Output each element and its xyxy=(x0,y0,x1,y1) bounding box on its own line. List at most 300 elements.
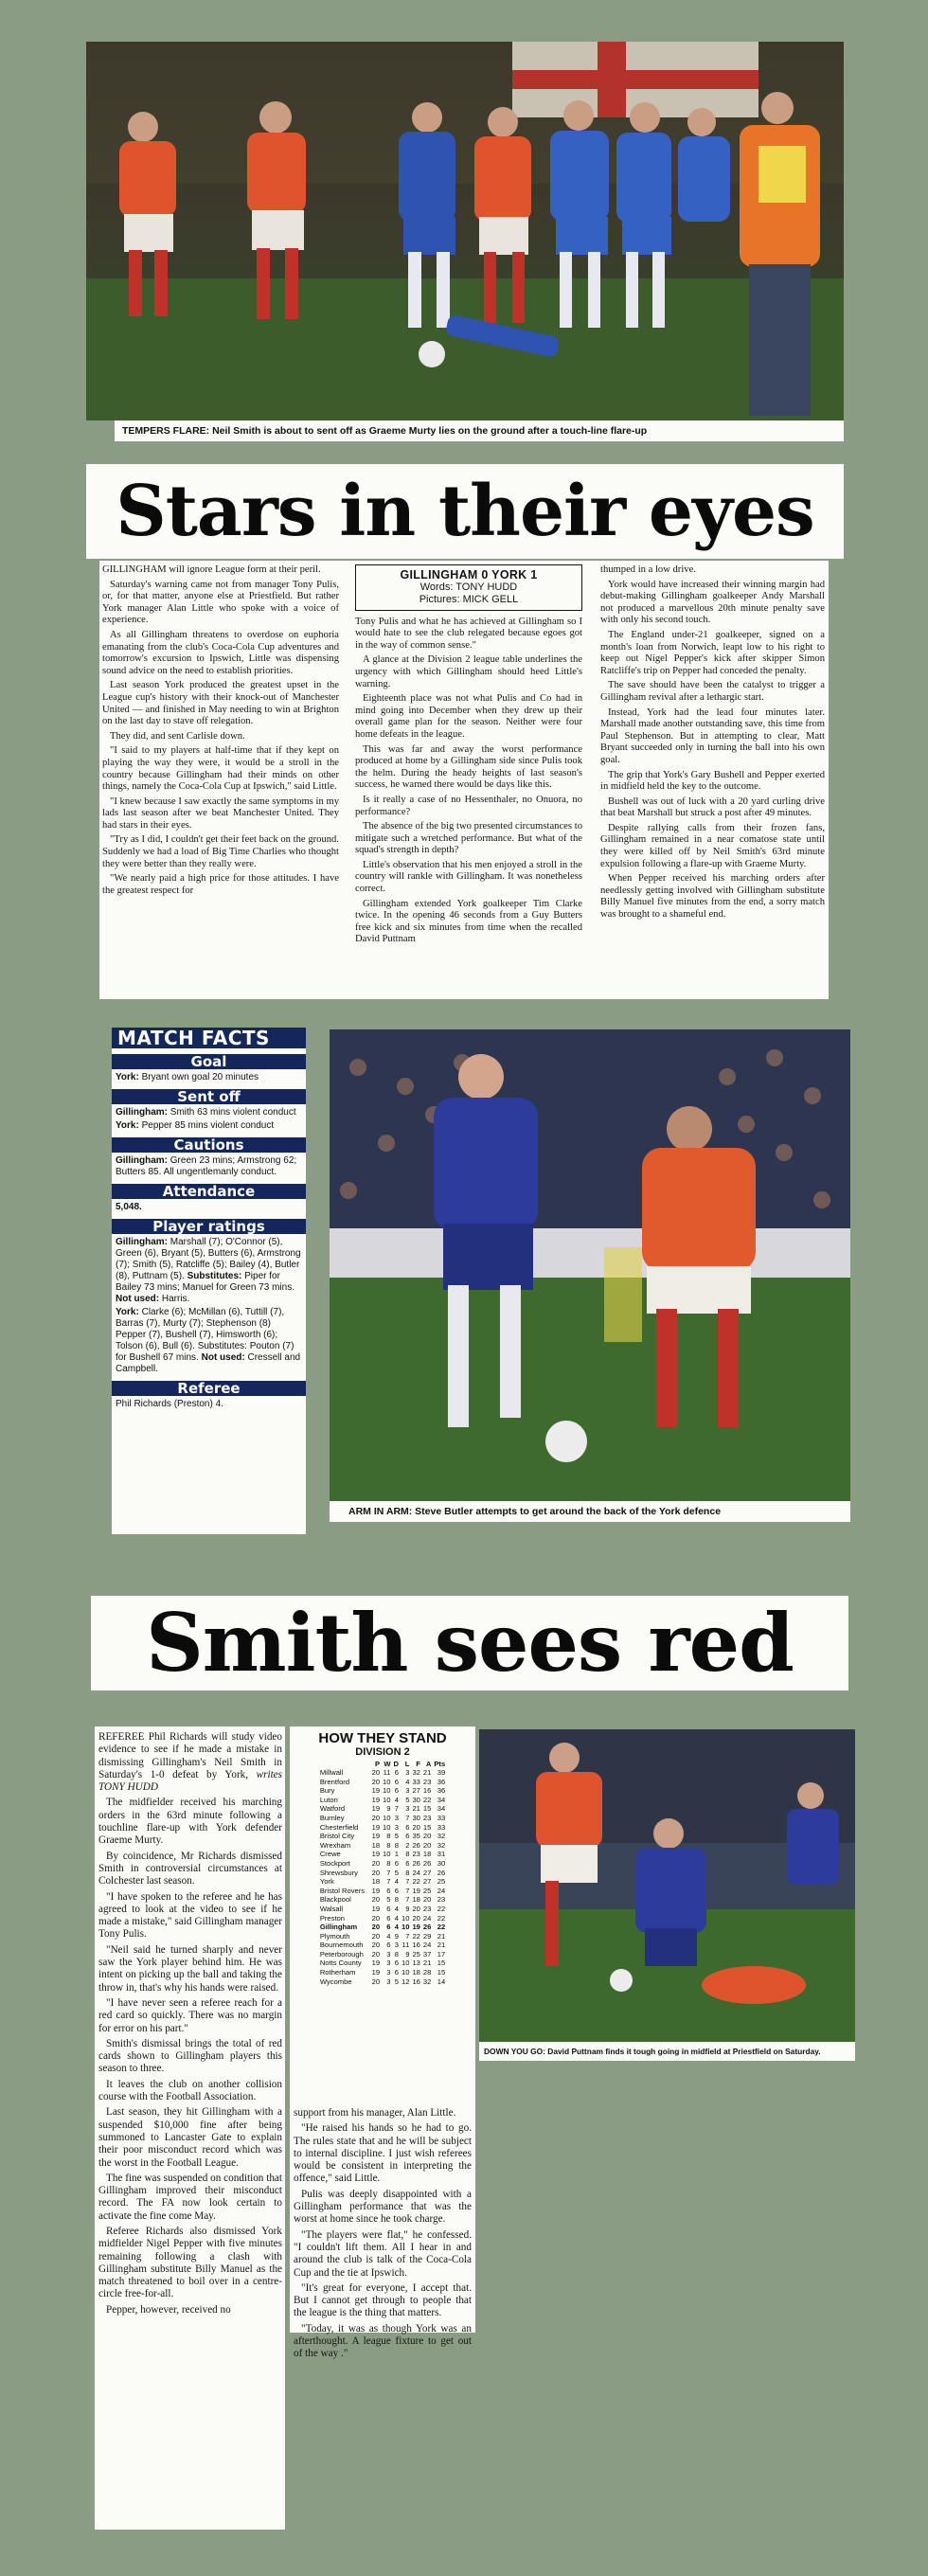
table-cell: 26 xyxy=(412,1858,420,1868)
table-cell: 7 xyxy=(405,1886,410,1895)
table-cell: 6 xyxy=(394,1968,399,1977)
team-name: Chesterfield xyxy=(319,1822,359,1832)
paragraph: The grip that York's Gary Bushell and Pepper exerted in midfield held the key to the outcome. xyxy=(600,769,825,793)
table-cell: 21 xyxy=(412,1804,420,1814)
table-cell: 10 xyxy=(383,1813,391,1822)
table-cell: 19 xyxy=(371,1904,381,1913)
table-cell: 20 xyxy=(412,1822,420,1832)
table-cell: 18 xyxy=(412,1895,420,1905)
table-cell: 6 xyxy=(386,1886,391,1895)
paragraph: Eighteenth place was not what Pulis and Co had in mind going into December when they drew up their overall game plan for the season. Neither were four home defeats in the league. xyxy=(355,693,582,740)
team-name: Brentford xyxy=(319,1777,350,1786)
paragraph: A glance at the Division 2 league table underlines the urgency with which Gillingham should heed Little's warning. xyxy=(355,654,582,689)
table-cell: 32 xyxy=(412,1768,420,1777)
table-cell: 8 xyxy=(394,1949,399,1959)
table-row xyxy=(318,1950,446,1959)
table-cell: 9 xyxy=(386,1804,391,1814)
table-cell: 15 xyxy=(422,1804,432,1814)
paragraph: "We nearly paid a high price for those attitudes. I have the greatest respect for xyxy=(102,873,339,896)
paragraph: Last season, they hit Gillingham with a suspended $10,000 fine after being summoned to Lancaster Gate to explain their poor misconduct record which was the worst in the Football League. xyxy=(98,2106,282,2169)
team-name: Stockport xyxy=(319,1858,350,1868)
table-cell: 9 xyxy=(394,1931,399,1941)
photo-caption-down-you-go: DOWN YOU GO: David Puttnam finds it tough going in midfield at Priestfield on Saturday. xyxy=(479,2042,855,2061)
match-facts-line: Gillingham: Smith 63 mins violent conduct xyxy=(116,1107,296,1118)
table-cell: 20 xyxy=(371,1777,381,1786)
table-row xyxy=(318,1814,446,1823)
table-cell: 19 xyxy=(371,1786,381,1796)
table-cell: 19 xyxy=(371,1850,381,1859)
table-cell: 18 xyxy=(422,1850,432,1859)
table-cell: 9 xyxy=(405,1949,410,1959)
match-facts-line: York: Clarke (6); McMillan (6), Tuttill (7), Barras (7), Murty (7); Stephenson (8) Pepper (7), Bushell (7), Himsworth (6); Tolson (6), Bull (6). Substitutes: Pouton (7) for Bushell 67 mins. Not used: Cressell and Campbell. xyxy=(116,1307,301,1374)
paragraph: "I have spoken to the referee and he has agreed to look at the video to see if he made a mistake," said Gillingham manager Tony Pulis. xyxy=(98,1890,282,1941)
players-photo-illustration xyxy=(86,42,844,420)
match-facts-heading: Attendance xyxy=(112,1184,306,1199)
table-cell: 7 xyxy=(386,1877,391,1887)
league-table-header-row xyxy=(318,1760,446,1768)
paragraph: "I said to my players at half-time that if they kept on playing the way they were, it would be a stroll in the country because Gillingham had their minds on other things, namely the Coca-Cola Cup at Ipswich," said Little. xyxy=(102,745,339,793)
table-cell: 39 xyxy=(437,1768,446,1777)
photo-caption-arm-in-arm: ARM IN ARM: Steve Butler attempts to get around the back of the York defence xyxy=(330,1501,850,1522)
table-cell: 36 xyxy=(437,1786,446,1796)
paragraph: Smith's dismissal brings the total of red cards shown to Gillingham players this season to three. xyxy=(98,2037,282,2075)
team-name: Wrexham xyxy=(319,1840,351,1850)
table-cell: 4 xyxy=(394,1795,399,1804)
table-cell: 3 xyxy=(394,1813,399,1822)
team-name: Gillingham xyxy=(319,1923,358,1932)
paragraph: "I knew because I saw exactly the same symptoms in my lads last season after we beat Manchester United. They had stars in their eyes. xyxy=(102,796,339,831)
article2-column-2 xyxy=(294,2107,472,2360)
table-cell: 23 xyxy=(422,1777,432,1786)
table-cell: 10 xyxy=(383,1850,391,1859)
table-cell: 20 xyxy=(371,1941,381,1950)
table-cell: 12 xyxy=(401,1977,410,1986)
match-facts-line: 5,048. xyxy=(116,1202,142,1212)
table-cell: 21 xyxy=(422,1768,432,1777)
paragraph: Referee Richards also dismissed York midfielder Nigel Pepper with five minutes remaining following a clash with Gillingham substitute Billy Manuel as the match threatened to boil over in a centre-circle free-for-all. xyxy=(98,2225,282,2300)
table-row xyxy=(318,1877,446,1887)
league-table-header: L xyxy=(404,1760,410,1768)
table-cell: 15 xyxy=(422,1822,432,1832)
table-cell: 25 xyxy=(412,1949,420,1959)
table-cell: 21 xyxy=(437,1941,446,1950)
table-row xyxy=(318,1941,446,1950)
team-name: Shrewsbury xyxy=(319,1868,358,1877)
table-cell: 8 xyxy=(405,1850,410,1859)
match-facts-line: Phil Richards (Preston) 4. xyxy=(116,1399,223,1409)
league-table xyxy=(290,1726,475,2105)
table-cell: 5 xyxy=(394,1832,399,1841)
match-facts-heading: Player ratings xyxy=(112,1219,306,1234)
table-cell: 4 xyxy=(394,1923,399,1932)
table-cell: 20 xyxy=(371,1923,381,1932)
photo-arm-in-arm xyxy=(330,1029,850,1501)
table-row xyxy=(318,1823,446,1833)
table-row xyxy=(318,1905,446,1914)
table-cell: 30 xyxy=(437,1858,446,1868)
team-name: Notts County xyxy=(319,1959,362,1968)
headline-smith-sees-red: Smith sees red xyxy=(91,1596,848,1690)
paragraph: York would have increased their winning margin had debut-making Gillingham goalkeeper Andy Marshall not produced a marvellous 20th minute penalty save with only his second touch. xyxy=(600,579,825,626)
table-cell: 7 xyxy=(405,1877,410,1887)
paragraph: "He raised his hands so he had to go. The rules state that and he will be subject to internal discipline. I just wish referees would be consistent in interpreting the offence," said Little. xyxy=(294,2122,472,2185)
team-name: Blackpool xyxy=(319,1895,351,1905)
paragraph: Pulis was deeply disappointed with a Gillingham performance that was the worst at home since he took charge. xyxy=(294,2188,472,2226)
table-cell: 10 xyxy=(383,1795,391,1804)
table-cell: 27 xyxy=(422,1868,432,1877)
article1-column-3 xyxy=(600,564,825,998)
team-name: Peterborough xyxy=(319,1949,364,1959)
table-cell: 18 xyxy=(371,1877,381,1887)
table-cell: 5 xyxy=(386,1895,391,1905)
table-cell: 19 xyxy=(371,1822,381,1832)
team-name: Bury xyxy=(319,1786,335,1796)
table-cell: 20 xyxy=(422,1832,432,1841)
table-row xyxy=(318,1832,446,1841)
league-table-header: D xyxy=(393,1760,399,1768)
table-cell: 22 xyxy=(437,1923,446,1932)
table-cell: 20 xyxy=(371,1949,381,1959)
match-facts-line: Gillingham: Green 23 mins; Armstrong 62; Butters 85. All ungentlemanly conduct. xyxy=(116,1155,297,1177)
table-cell: 26 xyxy=(422,1858,432,1868)
paragraph: It leaves the club on another collision course with the Football Association. xyxy=(98,2078,282,2103)
league-table-header: Pts xyxy=(434,1760,446,1768)
table-cell: 20 xyxy=(371,1913,381,1923)
paragraph: REFEREE Phil Richards will study video evidence to see if he made a mistake in dismissing Gillingham's Neil Smith in Saturday's 1-0 defeat by York, writes TONY HUDD xyxy=(98,1731,282,1794)
table-cell: 19 xyxy=(371,1804,381,1814)
table-cell: 8 xyxy=(386,1858,391,1868)
table-row xyxy=(318,1923,446,1932)
match-facts-box xyxy=(112,1028,306,1534)
paragraph: "It's great for everyone, I accept that. But I cannot get through to people that the league is the thing that matters. xyxy=(294,2281,472,2319)
table-cell: 17 xyxy=(437,1949,446,1959)
table-cell: 3 xyxy=(394,1941,399,1950)
table-cell: 6 xyxy=(394,1777,399,1786)
table-cell: 19 xyxy=(371,1886,381,1895)
table-cell: 28 xyxy=(422,1968,432,1977)
table-cell: 9 xyxy=(405,1904,410,1913)
paragraph: They did, and sent Carlisle down. xyxy=(110,730,245,742)
league-table-grid xyxy=(318,1760,446,1986)
table-cell: 20 xyxy=(371,1895,381,1905)
table-cell: 26 xyxy=(422,1923,432,1932)
paragraph: The England under-21 goalkeeper, signed on a month's loan from Norwich, leapt low to his right to keep out Nigel Pepper's kick after skipper Simon Ratcliffe's trip on Pepper had conceded the penalty. xyxy=(600,629,825,676)
table-cell: 4 xyxy=(394,1904,399,1913)
paragraph: Despite rallying calls from their frozen fans, Gillingham remained in a near comatose state until they were killed off by Neil Smith's 63rd minute expulsion following a flare-up with Graeme Murty. xyxy=(600,822,825,869)
table-cell: 27 xyxy=(412,1786,420,1796)
table-cell: 6 xyxy=(386,1913,391,1923)
table-cell: 8 xyxy=(386,1832,391,1841)
match-facts-line: York: Bryant own goal 20 minutes xyxy=(116,1072,259,1082)
table-cell: 20 xyxy=(371,1977,381,1986)
table-cell: 32 xyxy=(437,1832,446,1841)
table-cell: 3 xyxy=(394,1822,399,1832)
table-cell: 16 xyxy=(422,1786,432,1796)
table-cell: 10 xyxy=(383,1822,391,1832)
table-row xyxy=(318,1768,446,1778)
table-cell: 23 xyxy=(412,1850,420,1859)
photo-tempers-flare xyxy=(86,42,844,420)
puttnam-photo-illustration xyxy=(479,1729,855,2042)
team-name: Bristol City xyxy=(319,1832,355,1841)
table-cell: 25 xyxy=(437,1877,446,1887)
paragraph: As all Gillingham threatens to overdose on euphoria emanating from the club's Coca-Cola Cup adventures and tomorrow's excursion to Ipswich, Little was dispensing sound advice on the need to establish priorities. xyxy=(102,629,339,676)
table-row xyxy=(318,1932,446,1941)
article1-column-2-text xyxy=(355,617,582,946)
headline-stars-in-their-eyes: Stars in their eyes xyxy=(86,464,844,559)
paragraph: GILLINGHAM will ignore League form at their peril. xyxy=(102,564,321,575)
table-row xyxy=(318,1968,446,1977)
paragraph: support from his manager, Alan Little. xyxy=(294,2107,456,2119)
match-facts-heading: Sent off xyxy=(112,1089,306,1104)
article1-column-1 xyxy=(102,564,339,998)
scorebox-score: GILLINGHAM 0 YORK 1 xyxy=(400,568,538,581)
table-cell: 3 xyxy=(405,1768,410,1777)
team-name: Luton xyxy=(319,1795,338,1804)
table-cell: 21 xyxy=(437,1931,446,1941)
table-cell: 7 xyxy=(394,1804,399,1814)
table-cell: 5 xyxy=(405,1795,410,1804)
photo-down-you-go xyxy=(479,1729,855,2042)
table-cell: 27 xyxy=(422,1877,432,1887)
table-cell: 20 xyxy=(422,1895,432,1905)
table-cell: 34 xyxy=(437,1795,446,1804)
table-cell: 20 xyxy=(412,1913,420,1923)
table-cell: 26 xyxy=(412,1840,420,1850)
table-cell: 24 xyxy=(422,1913,432,1923)
table-cell: 37 xyxy=(422,1949,432,1959)
table-cell: 15 xyxy=(437,1959,446,1968)
paragraph: "Today, it was as though York was an afterthought. A league fixture to get out of the way ." xyxy=(294,2322,472,2360)
table-cell: 32 xyxy=(422,1977,432,1986)
paragraph: Tony Pulis and what he has achieved at Gillingham so I would hate to see the club relegated because egoes got in the way of common sense." xyxy=(355,616,582,651)
table-cell: 6 xyxy=(394,1886,399,1895)
match-facts-line: Gillingham: Marshall (7); O'Connor (5), Green (6), Bryant (5), Butters (6), Armstrong (7); Smith (5), Ratcliffe (5); Bailey (4), Butler (8), Puttnam (5). Substitutes: Piper for Bailey 73 mins; Manuel for Green 73 mins. Not used: Harris. xyxy=(116,1237,301,1304)
table-cell: 3 xyxy=(405,1804,410,1814)
table-cell: 8 xyxy=(394,1895,399,1905)
paragraph: The midfielder received his marching orders in the 63rd minute following a touchline flare-up with York defender Graeme Murty. xyxy=(98,1797,282,1847)
table-cell: 5 xyxy=(394,1977,399,1986)
team-name: Wycombe xyxy=(319,1977,352,1986)
table-cell: 10 xyxy=(401,1913,410,1923)
match-facts-heading: Goal xyxy=(112,1054,306,1069)
paragraph: "Try as I did, I couldn't get their feet back on the ground. Suddenly we had a load of Big Time Charlies who thought they were better than they really were. xyxy=(102,834,339,869)
match-facts-heading: Cautions xyxy=(112,1137,306,1153)
table-cell: 20 xyxy=(371,1768,381,1777)
paragraph: Little's observation that his men enjoyed a stroll in the country will rankle with Gillingham. It was nonetheless correct. xyxy=(355,859,582,895)
table-cell: 8 xyxy=(394,1840,399,1850)
table-cell: 8 xyxy=(405,1868,410,1877)
table-cell: 29 xyxy=(422,1931,432,1941)
league-table-subtitle: DIVISION 2 xyxy=(355,1746,410,1758)
table-row xyxy=(318,1895,446,1905)
table-cell: 24 xyxy=(412,1868,420,1877)
table-cell: 4 xyxy=(394,1913,399,1923)
table-cell: 33 xyxy=(437,1822,446,1832)
table-row xyxy=(318,1977,446,1987)
paragraph: "I have never seen a referee reach for a red card so quickly. There was no margin for error on his part." xyxy=(98,1996,282,2034)
table-cell: 23 xyxy=(422,1813,432,1822)
table-cell: 19 xyxy=(412,1923,420,1932)
paragraph: This was far and away the worst performance produced at home by a Gillingham side since Pulis took the helm. During the heady heights of last season's success, he warned there would be days like this. xyxy=(355,743,582,791)
table-cell: 6 xyxy=(405,1832,410,1841)
table-cell: 31 xyxy=(437,1850,446,1859)
league-table-header: F xyxy=(416,1760,420,1768)
team-name: Millwall xyxy=(319,1768,344,1777)
paragraph: By coincidence, Mr Richards dismissed Smith in controversial circumstances at Colchester last season. xyxy=(98,1850,282,1887)
table-row xyxy=(318,1887,446,1896)
team-name: Bristol Rovers xyxy=(319,1886,366,1895)
table-cell: 2 xyxy=(405,1840,410,1850)
team-name: Plymouth xyxy=(319,1931,350,1941)
league-table-header: A xyxy=(425,1760,432,1768)
table-cell: 34 xyxy=(437,1804,446,1814)
tackle-photo-illustration xyxy=(330,1029,850,1501)
table-cell: 26 xyxy=(437,1868,446,1877)
table-cell: 22 xyxy=(437,1904,446,1913)
table-cell: 6 xyxy=(386,1923,391,1932)
table-cell: 5 xyxy=(394,1868,399,1877)
table-cell: 22 xyxy=(412,1931,420,1941)
article2-column-1 xyxy=(98,1731,282,2527)
table-cell: 20 xyxy=(422,1840,432,1850)
table-cell: 33 xyxy=(412,1777,420,1786)
table-cell: 10 xyxy=(383,1777,391,1786)
table-cell: 3 xyxy=(386,1977,391,1986)
table-cell: 7 xyxy=(386,1868,391,1877)
team-name: Bournemouth xyxy=(319,1941,364,1950)
table-cell: 16 xyxy=(412,1977,420,1986)
team-name: Walsall xyxy=(319,1904,344,1913)
table-cell: 7 xyxy=(405,1931,410,1941)
table-cell: 23 xyxy=(437,1895,446,1905)
table-cell: 11 xyxy=(402,1941,410,1950)
table-cell: 4 xyxy=(394,1877,399,1887)
table-cell: 16 xyxy=(412,1941,420,1950)
paragraph: Is it really a case of no Hessenthaler, no Onuora, no performance? xyxy=(355,794,582,817)
league-table-header: P xyxy=(374,1760,381,1768)
table-cell: 19 xyxy=(371,1832,381,1841)
paragraph: The save should have been the catalyst to trigger a Gillingham revival after a lethargic start. xyxy=(600,680,825,703)
match-facts-heading: Referee xyxy=(112,1381,306,1396)
paragraph: Last season York produced the greatest upset in the League cup's history with their knock-out of Manchester United — and finished in May needing to win at Brighton on the last day to stave off relegation. xyxy=(102,680,339,727)
match-facts-title: MATCH FACTS xyxy=(112,1028,306,1048)
paragraph: The fine was suspended on condition that Gillingham improved their misconduct record. The FA now look certain to activate the fine come May. xyxy=(98,2172,282,2222)
table-row xyxy=(318,1869,446,1878)
table-cell: 30 xyxy=(412,1813,420,1822)
table-cell: 23 xyxy=(422,1904,432,1913)
table-cell: 10 xyxy=(401,1959,410,1968)
table-cell: 6 xyxy=(386,1941,391,1950)
table-cell: 6 xyxy=(394,1786,399,1796)
photo-caption-tempers: TEMPERS FLARE: Neil Smith is about to sent off as Graeme Murty lies on the ground after a touch-line flare-up xyxy=(115,420,844,441)
paragraph: The absence of the big two presented circumstances to mitigate such a wretched performance. But what of the squad's strength in depth? xyxy=(355,821,582,856)
table-cell: 35 xyxy=(412,1832,420,1841)
article1-column-2 xyxy=(355,564,582,998)
table-cell: 7 xyxy=(405,1813,410,1822)
match-facts-sections xyxy=(112,1054,306,1410)
table-cell: 18 xyxy=(371,1840,381,1850)
table-cell: 3 xyxy=(386,1949,391,1959)
paragraph: "Neil said he turned sharply and never saw the York player behind him. He was intent on picking up the ball and taking the throw in, that's why his hands were raised. xyxy=(98,1943,282,1994)
table-cell: 1 xyxy=(394,1850,399,1859)
table-cell: 20 xyxy=(371,1813,381,1822)
table-cell: 19 xyxy=(371,1968,381,1977)
table-cell: 24 xyxy=(437,1886,446,1895)
table-cell: 20 xyxy=(412,1904,420,1913)
table-cell: 19 xyxy=(412,1886,420,1895)
table-cell: 6 xyxy=(405,1822,410,1832)
table-cell: 3 xyxy=(386,1968,391,1977)
table-cell: 25 xyxy=(422,1886,432,1895)
table-cell: 4 xyxy=(405,1777,410,1786)
table-cell: 19 xyxy=(371,1959,381,1968)
team-name: Rotherham xyxy=(319,1968,356,1977)
match-facts-line: York: Pepper 85 mins violent conduct xyxy=(116,1120,275,1131)
table-row xyxy=(318,1804,446,1814)
paragraph: "The players were flat," he confessed. "I couldn't lift them. All I hear in and around the club is talk of the Coca-Cola Cup and the tie at Ipswich. xyxy=(294,2228,472,2279)
table-row xyxy=(318,1786,446,1796)
table-cell: 18 xyxy=(412,1968,420,1977)
league-table-title: HOW THEY STAND xyxy=(318,1730,447,1746)
team-name: Crewe xyxy=(319,1850,341,1859)
scorebox-words: Words: TONY HUDD xyxy=(419,581,518,593)
table-cell: 3 xyxy=(386,1959,391,1968)
table-cell: 3 xyxy=(405,1786,410,1796)
table-cell: 36 xyxy=(437,1777,446,1786)
table-cell: 8 xyxy=(386,1840,391,1850)
table-row xyxy=(318,1796,446,1805)
team-name: York xyxy=(319,1877,334,1887)
table-cell: 7 xyxy=(405,1895,410,1905)
table-row xyxy=(318,1850,446,1859)
table-cell: 20 xyxy=(371,1858,381,1868)
paragraph: Instead, York had the lead four minutes later. Marshall made another outstanding save, this time from Paul Stephenson. But in attempting to clear, Matt Bryant succeeded only in turning the ball into his own goal. xyxy=(600,707,825,765)
table-cell: 13 xyxy=(412,1959,420,1968)
paragraph: Bushell was out of luck with a 20 yard curling drive that beat Marshall but struck a post after 49 minutes. xyxy=(600,796,825,819)
paragraph: Pepper, however, received no xyxy=(106,2303,231,2316)
table-cell: 32 xyxy=(437,1840,446,1850)
paragraph: Gillingham extended York goalkeeper Tim Clarke twice. In the opening 46 seconds from a Guy Butters free kick and six minutes from time when the recalled David Puttnam xyxy=(355,898,582,945)
table-cell: 6 xyxy=(394,1959,399,1968)
table-cell: 19 xyxy=(371,1795,381,1804)
table-cell: 10 xyxy=(401,1968,410,1977)
table-cell: 22 xyxy=(437,1913,446,1923)
table-row xyxy=(318,1859,446,1869)
table-cell: 22 xyxy=(422,1795,432,1804)
table-cell: 10 xyxy=(401,1923,410,1932)
scorebox xyxy=(355,564,582,611)
table-cell: 24 xyxy=(422,1941,432,1950)
team-name: Burnley xyxy=(319,1813,345,1822)
scorebox-pictures: Pictures: MICK GELL xyxy=(419,593,519,605)
team-name: Preston xyxy=(319,1913,345,1923)
table-cell: 30 xyxy=(412,1795,420,1804)
table-cell: 6 xyxy=(405,1858,410,1868)
table-row xyxy=(318,1841,446,1851)
table-cell: 15 xyxy=(437,1968,446,1977)
paragraph: Saturday's warning came not from manager Tony Pulis, or, for that matter, anyone else at Priestfield. But rather York manager Alan Little who spoke with a voice of experience. xyxy=(102,579,339,626)
table-cell: 33 xyxy=(437,1813,446,1822)
table-cell: 21 xyxy=(422,1959,432,1968)
table-cell: 4 xyxy=(386,1931,391,1941)
team-name: Watford xyxy=(319,1804,346,1814)
table-cell: 14 xyxy=(437,1977,446,1986)
table-cell: 10 xyxy=(383,1786,391,1796)
league-table-header: W xyxy=(384,1760,391,1768)
table-cell: 6 xyxy=(394,1858,399,1868)
paragraph: thumped in a low drive. xyxy=(600,564,696,575)
